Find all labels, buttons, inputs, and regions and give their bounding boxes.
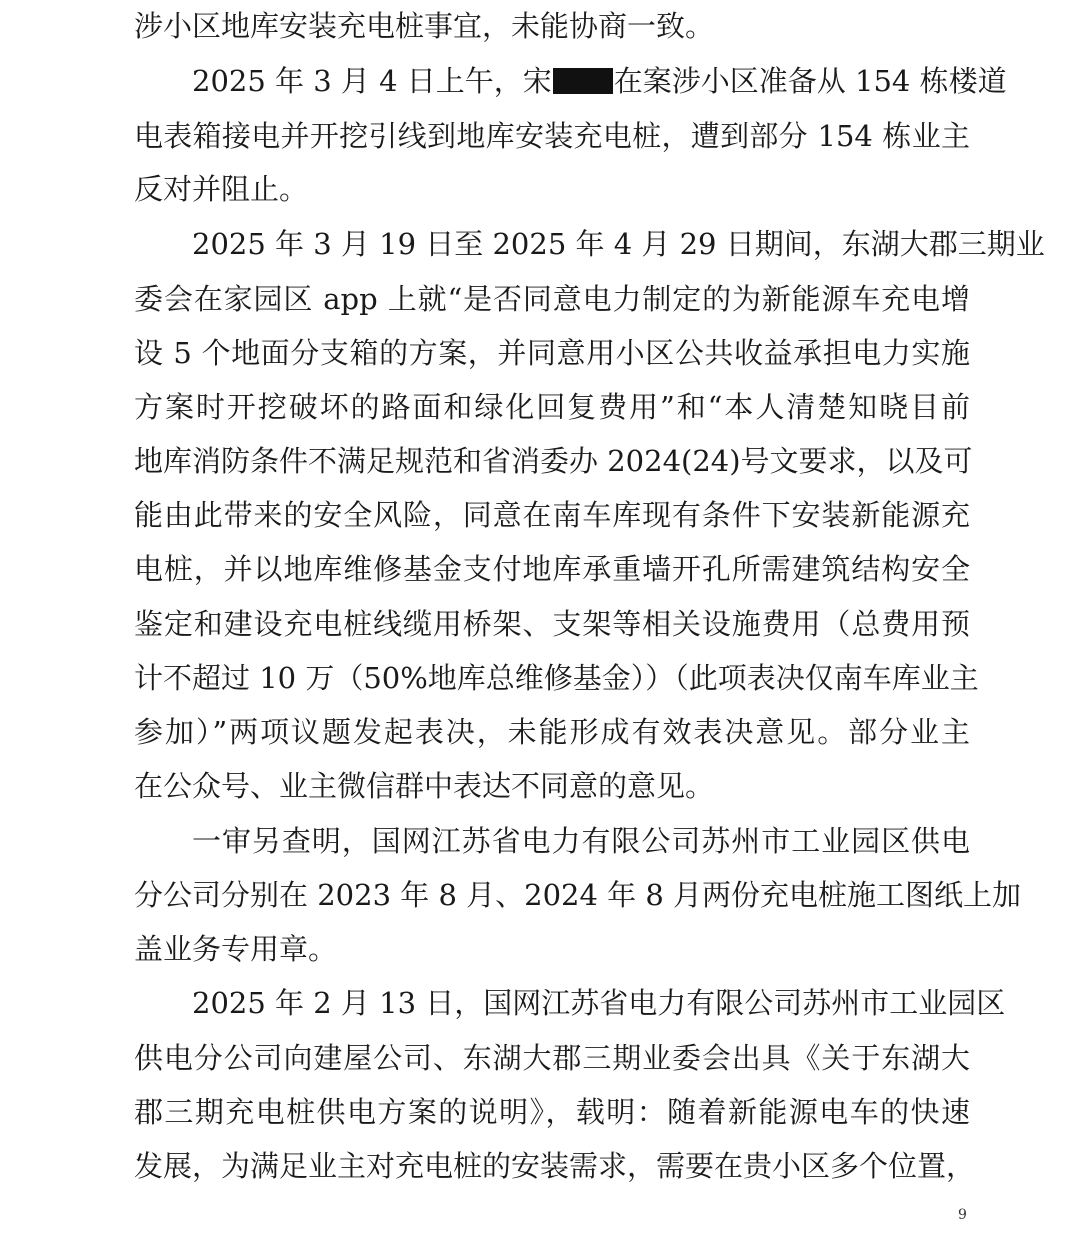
text-line: 鉴定和建设充电桩线缆用桥架、支架等相关设施费用（总费用预 bbox=[134, 607, 970, 641]
text-segment: 2025 年 3 月 4 日上午，宋 bbox=[192, 64, 552, 98]
text-line bbox=[192, 57, 1007, 105]
text-line: 地库消防条件不满足规范和省消委办 2024(24)号文要求，以及可 bbox=[134, 444, 973, 478]
text-line: 参加）”两项议题发起表决，未能形成有效表决意见。部分业主 bbox=[134, 715, 970, 749]
redaction-block bbox=[553, 68, 613, 94]
text-line: 发展，为满足业主对充电桩的安装需求，需要在贵小区多个位置， bbox=[134, 1149, 976, 1183]
text-line: 计不超过 10 万（50%地库总维修基金））（此项表决仅南车库业主 bbox=[134, 661, 979, 695]
text-line: 能由此带来的安全风险，同意在南车库现有条件下安装新能源充 bbox=[134, 498, 970, 532]
text-line: 设 5 个地面分支箱的方案，并同意用小区公共收益承担电力实施 bbox=[134, 336, 970, 370]
text-line: 分公司分别在 2023 年 8 月、2024 年 8 月两份充电桩施工图纸上加 bbox=[134, 878, 1022, 912]
text-line: 供电分公司向建屋公司、东湖大郡三期业委会出具《关于东湖大 bbox=[134, 1041, 970, 1075]
text-line: 一审另查明，国网江苏省电力有限公司苏州市工业园区供电 bbox=[192, 824, 970, 858]
text-line: 电表箱接电并开挖引线到地库安装充电桩，遭到部分 154 栋业主 bbox=[134, 119, 970, 153]
text-line: 反对并阻止。 bbox=[134, 172, 309, 206]
text-line: 方案时开挖破坏的路面和绿化回复费用”和“本人清楚知晓目前 bbox=[134, 390, 970, 424]
text-line: 电桩，并以地库维修基金支付地库承重墙开孔所需建筑结构安全 bbox=[134, 552, 970, 586]
text-line: 2025 年 2 月 13 日，国网江苏省电力有限公司苏州市工业园区 bbox=[192, 986, 1006, 1020]
text-line: 郡三期充电桩供电方案的说明》，载明：随着新能源电车的快速 bbox=[134, 1095, 970, 1129]
text-line: 盖业务专用章。 bbox=[134, 932, 338, 966]
page-number: 9 bbox=[958, 1207, 967, 1223]
text-line: 涉小区地库安装充电桩事宜，未能协商一致。 bbox=[134, 9, 715, 43]
text-line: 2025 年 3 月 19 日至 2025 年 4 月 29 日期间，东湖大郡三期业 bbox=[192, 227, 1045, 261]
text-line: 委会在家园区 app 上就“是否同意电力制定的为新能源车充电增 bbox=[134, 282, 970, 316]
text-line: 在公众号、业主微信群中表达不同意的意见。 bbox=[134, 769, 715, 803]
text-segment: 在案涉小区准备从 154 栋楼道 bbox=[613, 64, 1007, 98]
